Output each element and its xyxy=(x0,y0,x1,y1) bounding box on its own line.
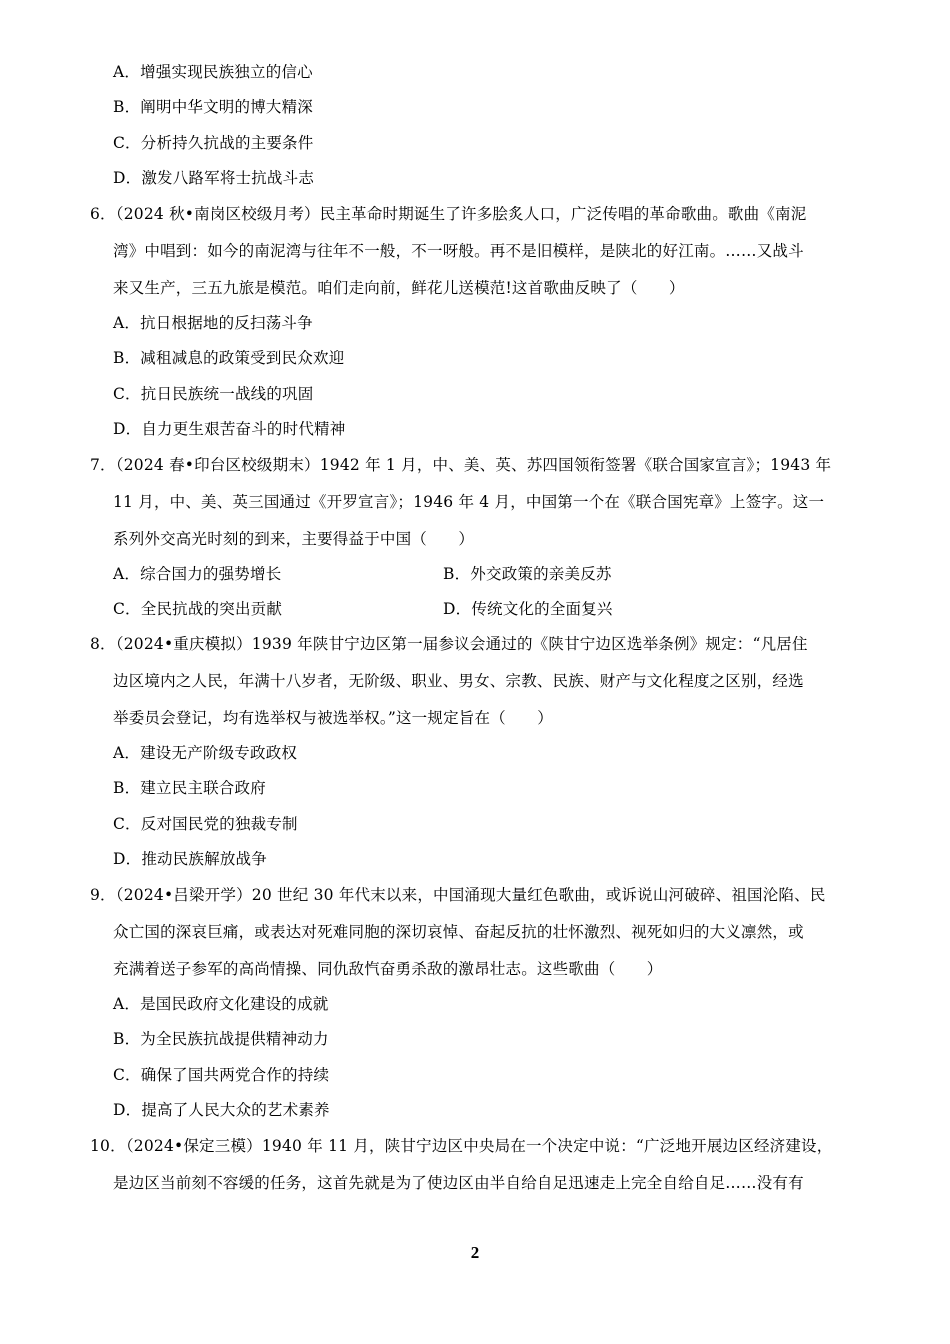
q9-option-d: D．提高了人民大众的艺术素养 xyxy=(113,1101,330,1119)
q8-option-b: B．建立民主联合政府 xyxy=(113,779,266,797)
q6-option-a: A．抗日根据地的反扫荡斗争 xyxy=(113,314,313,332)
q9-stem-line2: 众亡国的深哀巨痛，或表达对死难同胞的深切哀悼、奋起反抗的壮怀激烈、视死如归的大义凛然，或 xyxy=(113,923,804,941)
q7-stem-line2: 11 月，中、美、英三国通过《开罗宣言》；1946 年 4 月，中国第一个在《联合国宪章》上签字。这一 xyxy=(113,493,825,511)
q6-option-b: B．减租减息的政策受到民众欢迎 xyxy=(113,349,345,367)
q9-option-a: A．是国民政府文化建设的成就 xyxy=(113,995,329,1013)
q6-stem-line3: 来又生产，三五九旅是模范。咱们走向前，鲜花儿送模范!这首歌曲反映了（ ） xyxy=(113,279,685,297)
q6-stem-line1: 6．（2024 秋•南岗区校级月考）民主革命时期诞生了许多脍炙人口，广泛传唱的革命歌曲。歌曲《南泥 xyxy=(90,205,807,223)
q7-option-c: C．全民抗战的突出贡献 xyxy=(113,600,283,618)
q9-stem-line1: 9．（2024•吕梁开学）20 世纪 30 年代末以来，中国涌现大量红色歌曲，或诉说山河破碎、祖国沦陷、民 xyxy=(90,886,826,904)
q8-stem-line3: 举委员会登记，均有选举权与被选举权。”这一规定旨在（ ） xyxy=(113,709,553,727)
q6-stem-line2: 湾》中唱到：如今的南泥湾与往年不一般，不一呀般。再不是旧模样，是陕北的好江南。……又战斗 xyxy=(113,242,804,260)
q6-option-c: C．抗日民族统一战线的巩固 xyxy=(113,385,314,403)
q8-stem-line2: 边区境内之人民，年满十八岁者，无阶级、职业、男女、宗教、民族、财产与文化程度之区别，经选 xyxy=(113,672,804,690)
page-number: 2 xyxy=(470,1243,480,1262)
q5-option-d: D．激发八路军将士抗战斗志 xyxy=(113,169,315,187)
q7-option-d: D．传统文化的全面复兴 xyxy=(443,600,613,618)
q7-option-a: A．综合国力的强势增长 xyxy=(113,565,282,583)
q5-option-a: A．增强实现民族独立的信心 xyxy=(113,63,313,81)
q8-stem-line1: 8．（2024•重庆模拟）1939 年陕甘宁边区第一届参议会通过的《陕甘宁边区选举条例》规定：“凡居住 xyxy=(90,635,808,653)
q5-option-b: B．阐明中华文明的博大精深 xyxy=(113,98,313,116)
q7-stem-line3: 系列外交高光时刻的到来，主要得益于中国（ ） xyxy=(113,530,475,548)
q9-option-c: C．确保了国共两党合作的持续 xyxy=(113,1066,330,1084)
q8-option-a: A．建设无产阶级专政政权 xyxy=(113,744,298,762)
q9-option-b: B．为全民族抗战提供精神动力 xyxy=(113,1030,329,1048)
q10-stem-line2: 是边区当前刻不容缓的任务，这首先就是为了使边区由半自给自足迅速走上完全自给自足……没有有 xyxy=(113,1174,804,1192)
q6-option-d: D．自力更生艰苦奋斗的时代精神 xyxy=(113,420,346,438)
q8-option-d: D．推动民族解放战争 xyxy=(113,850,267,868)
q9-stem-line3: 充满着送子参军的高尚情操、同仇敌忾奋勇杀敌的激昂壮志。这些歌曲（ ） xyxy=(113,960,663,978)
q5-option-c: C．分析持久抗战的主要条件 xyxy=(113,134,314,152)
q7-option-b: B．外交政策的亲美反苏 xyxy=(443,565,612,583)
q7-stem-line1: 7．（2024 春•印台区校级期末）1942 年 1 月，中、美、英、苏四国领衔签署《联合国家宣言》；1943 年 xyxy=(90,456,832,474)
q8-option-c: C．反对国民党的独裁专制 xyxy=(113,815,298,833)
q10-stem-line1: 10．（2024•保定三模）1940 年 11 月，陕甘宁边区中央局在一个决定中说：“广泛地开展边区经济建设， xyxy=(90,1137,833,1155)
